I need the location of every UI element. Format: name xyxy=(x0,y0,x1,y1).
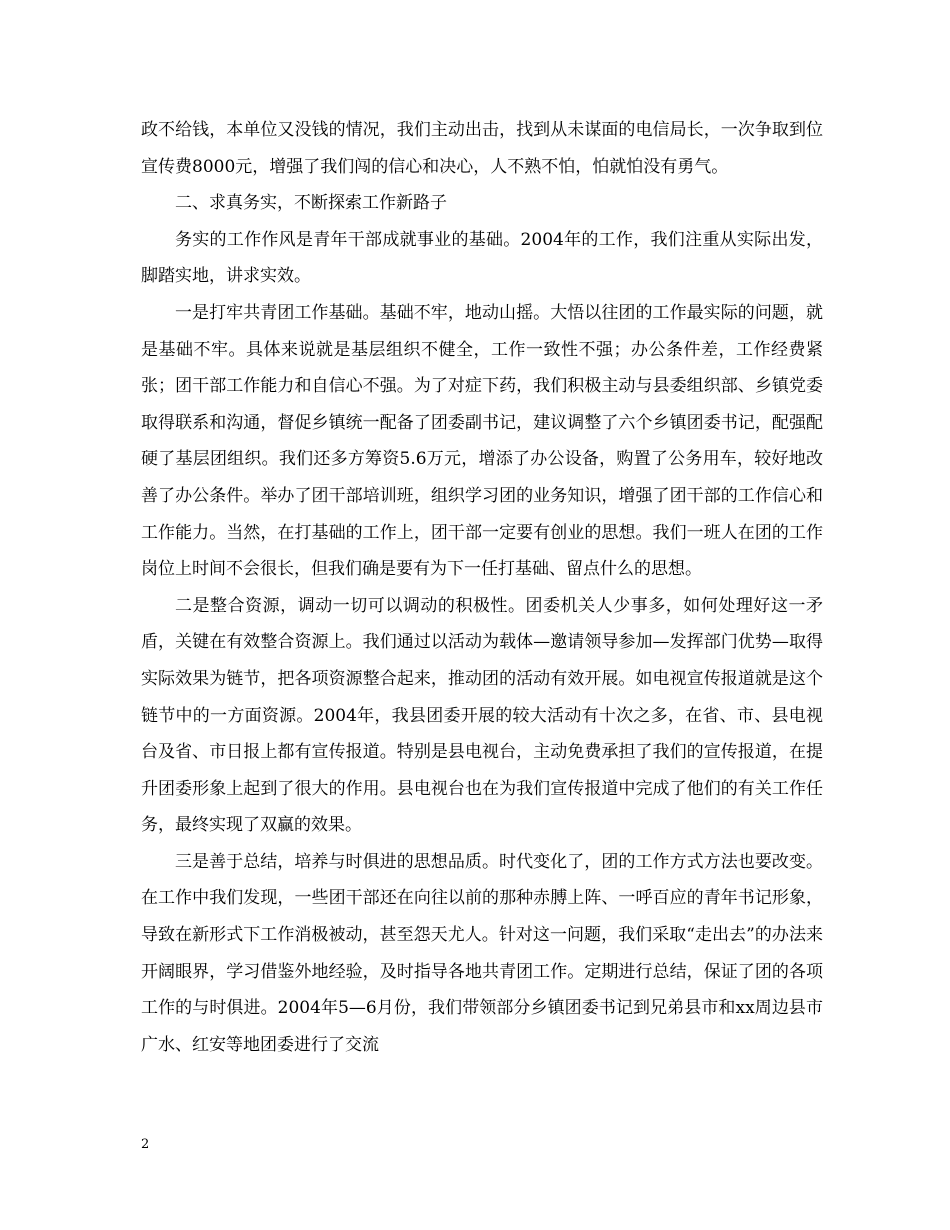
paragraph-point-three: 三是善于总结，培养与时俱进的思想品质。时代变化了，团的工作方式方法也要改变。在工作中我们发现，一些团干部还在向往以前的那种赤膊上阵、一呼百应的青年书记形象，导致在新形式下工作消极被动，甚至怨天尤人。针对这一问题，我们采取“走出去”的办法来开阔眼界，学习借鉴外地经验，及时指导各地共青团工作。定期进行总结，保证了团的各项工作的与时俱进。2004年5—6月份，我们带领部分乡镇团委书记到兄弟县市和xx周边县市广水、红安等地团委进行了交流 xyxy=(141,851,823,1055)
section-heading: 二、求真务实，不断探索工作新路子 xyxy=(175,193,447,214)
paragraph-point-one: 一是打牢共青团工作基础。基础不牢，地动山摇。大悟以往团的工作最实际的问题，就是基础不牢。具体来说就是基层组织不健全，工作一致性不强；办公条件差，工作经费紧张；团干部工作能力和自信心不强。为了对症下药，我们积极主动与县委组织部、乡镇党委取得联系和沟通，督促乡镇统一配备了团委副书记，建议调整了六个乡镇团委书记，配强配硬了基层团组织。我们还多方筹资5.6万元，增添了办公设备，购置了公务用车，较好地改善了办公条件。举办了团干部培训班，组织学习团的业务知识，增强了团干部的工作信心和工作能力。当然，在打基础的工作上，团干部一定要有创业的思想。我们一班人在团的工作岗位上时间不会很长，但我们确是要有为下一任打基础、留点什么的思想。 xyxy=(141,302,823,580)
page-number: 2 xyxy=(141,1137,150,1152)
paragraph-point-two: 二是整合资源，调动一切可以调动的积极性。团委机关人少事多，如何处理好这一矛盾，关键在有效整合资源上。我们通过以活动为载体—邀请领导参加—发挥部门优势—取得实际效果为链节，把各项资源整合起来，推动团的活动有效开展。如电视宣传报道就是这个链节中的一方面资源。2004年，我县团委开展的较大活动有十次之多，在省、市、县电视台及省、市日报上都有宣传报道。特别是县电视台，主动免费承担了我们的宣传报道，在提升团委形象上起到了很大的作用。县电视台也在为我们宣传报道中完成了他们的有关工作任务，最终实现了双赢的效果。 xyxy=(141,595,823,836)
paragraph-intro: 务实的工作作风是青年干部成就事业的基础。2004年的工作，我们注重从实际出发，脚踏实地，讲求实效。 xyxy=(141,229,823,287)
body-text xyxy=(141,112,823,1063)
paragraph-continuation: 政不给钱，本单位又没钱的情况，我们主动出击，找到从未谋面的电信局长，一次争取到位宣传费8000元，增强了我们闯的信心和决心，人不熟不怕，怕就怕没有勇气。 xyxy=(141,120,823,177)
